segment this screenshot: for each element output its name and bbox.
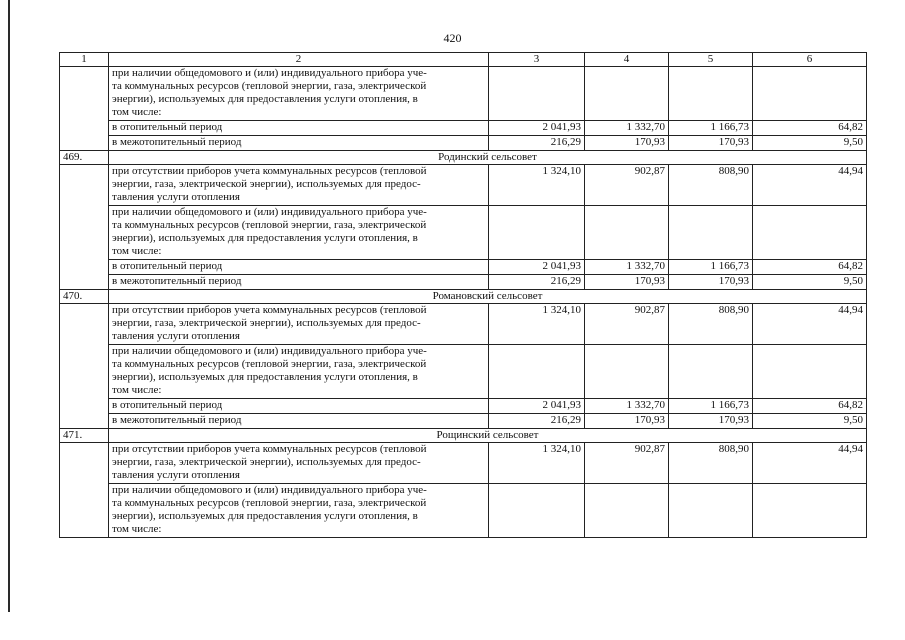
table-row — [60, 484, 867, 538]
table-row — [60, 414, 867, 429]
value-cell-6 — [753, 206, 867, 260]
value-cell-4: 1 332,70 — [585, 260, 669, 275]
number-cell — [60, 67, 109, 151]
description-cell: при наличии общедомового и (или) индивидуального прибора уче- та коммунальных ресурсов (тепловой энергии, газа, электрической энергии), используемых для предоставления услуги отопления, в том числе: — [109, 345, 489, 399]
table-row — [60, 206, 867, 260]
value-cell-5: 808,90 — [669, 304, 753, 345]
description-cell: в межотопительный период — [109, 414, 489, 429]
section-number: 471. — [60, 429, 109, 443]
value-cell-6 — [753, 345, 867, 399]
page-margin-line — [8, 0, 10, 612]
header-col-3: 3 — [489, 53, 585, 67]
table-body — [60, 53, 867, 538]
value-cell-6: 64,82 — [753, 399, 867, 414]
tariff-table — [59, 52, 867, 538]
description-cell: при наличии общедомового и (или) индивидуального прибора уче- та коммунальных ресурсов (тепловой энергии, газа, электрической энергии), используемых для предоставления услуги отопления, в том числе: — [109, 67, 489, 121]
value-cell-3 — [489, 345, 585, 399]
value-cell-4: 902,87 — [585, 304, 669, 345]
value-cell-3: 216,29 — [489, 136, 585, 151]
header-col-2: 2 — [109, 53, 489, 67]
value-cell-4: 170,93 — [585, 136, 669, 151]
table-row — [60, 443, 867, 484]
value-cell-5: 808,90 — [669, 165, 753, 206]
value-cell-5: 1 166,73 — [669, 260, 753, 275]
value-cell-5: 1 166,73 — [669, 399, 753, 414]
value-cell-3: 1 324,10 — [489, 304, 585, 345]
value-cell-3 — [489, 484, 585, 538]
description-cell: при отсутствии приборов учета коммунальных ресурсов (тепловой энергии, газа, электрической энергии), используемых для предос- тавления услуги отопления — [109, 443, 489, 484]
table-row — [60, 136, 867, 151]
value-cell-5: 170,93 — [669, 136, 753, 151]
value-cell-6: 44,94 — [753, 443, 867, 484]
value-cell-5 — [669, 345, 753, 399]
value-cell-6: 9,50 — [753, 275, 867, 290]
table-row — [60, 121, 867, 136]
value-cell-4 — [585, 67, 669, 121]
header-row — [60, 53, 867, 67]
table-row — [60, 345, 867, 399]
value-cell-3: 2 041,93 — [489, 399, 585, 414]
section-title: Романовский сельсовет — [109, 290, 867, 304]
value-cell-4: 902,87 — [585, 443, 669, 484]
table-row — [60, 165, 867, 206]
description-cell: в межотопительный период — [109, 275, 489, 290]
description-cell: при наличии общедомового и (или) индивидуального прибора уче- та коммунальных ресурсов (тепловой энергии, газа, электрической энергии), используемых для предоставления услуги отопления, в том числе: — [109, 484, 489, 538]
value-cell-3: 2 041,93 — [489, 260, 585, 275]
value-cell-4: 170,93 — [585, 414, 669, 429]
value-cell-3: 216,29 — [489, 275, 585, 290]
value-cell-6 — [753, 484, 867, 538]
value-cell-6 — [753, 67, 867, 121]
value-cell-3 — [489, 206, 585, 260]
value-cell-5: 170,93 — [669, 414, 753, 429]
section-number: 470. — [60, 290, 109, 304]
value-cell-6: 64,82 — [753, 121, 867, 136]
value-cell-3: 1 324,10 — [489, 443, 585, 484]
value-cell-4: 902,87 — [585, 165, 669, 206]
description-cell: при наличии общедомового и (или) индивидуального прибора уче- та коммунальных ресурсов (тепловой энергии, газа, электрической энергии), используемых для предоставления услуги отопления, в том числе: — [109, 206, 489, 260]
description-cell: в отопительный период — [109, 399, 489, 414]
value-cell-5 — [669, 67, 753, 121]
section-row — [60, 151, 867, 165]
value-cell-4 — [585, 484, 669, 538]
value-cell-3 — [489, 67, 585, 121]
header-col-5: 5 — [669, 53, 753, 67]
value-cell-6: 9,50 — [753, 136, 867, 151]
value-cell-5: 1 166,73 — [669, 121, 753, 136]
value-cell-6: 44,94 — [753, 165, 867, 206]
header-col-4: 4 — [585, 53, 669, 67]
value-cell-4: 1 332,70 — [585, 399, 669, 414]
description-cell: при отсутствии приборов учета коммунальных ресурсов (тепловой энергии, газа, электрической энергии), используемых для предос- тавления услуги отопления — [109, 304, 489, 345]
value-cell-3: 2 041,93 — [489, 121, 585, 136]
page-number: 420 — [443, 31, 462, 45]
number-cell — [60, 165, 109, 290]
description-cell: в межотопительный период — [109, 136, 489, 151]
value-cell-5 — [669, 206, 753, 260]
value-cell-5 — [669, 484, 753, 538]
value-cell-6: 9,50 — [753, 414, 867, 429]
value-cell-5: 808,90 — [669, 443, 753, 484]
value-cell-3: 216,29 — [489, 414, 585, 429]
value-cell-4: 1 332,70 — [585, 121, 669, 136]
value-cell-4 — [585, 345, 669, 399]
header-col-6: 6 — [753, 53, 867, 67]
table-row — [60, 275, 867, 290]
section-row — [60, 290, 867, 304]
section-row — [60, 429, 867, 443]
description-cell: в отопительный период — [109, 260, 489, 275]
value-cell-5: 170,93 — [669, 275, 753, 290]
value-cell-4: 170,93 — [585, 275, 669, 290]
number-cell — [60, 443, 109, 538]
section-title: Рощинский сельсовет — [109, 429, 867, 443]
value-cell-4 — [585, 206, 669, 260]
value-cell-6: 44,94 — [753, 304, 867, 345]
table-row — [60, 260, 867, 275]
table-row — [60, 399, 867, 414]
header-col-1: 1 — [60, 53, 109, 67]
description-cell: при отсутствии приборов учета коммунальных ресурсов (тепловой энергии, газа, электрической энергии), используемых для предос- тавления услуги отопления — [109, 165, 489, 206]
value-cell-6: 64,82 — [753, 260, 867, 275]
number-cell — [60, 304, 109, 429]
value-cell-3: 1 324,10 — [489, 165, 585, 206]
table-row — [60, 304, 867, 345]
table-row — [60, 67, 867, 121]
section-number: 469. — [60, 151, 109, 165]
description-cell: в отопительный период — [109, 121, 489, 136]
section-title: Родинский сельсовет — [109, 151, 867, 165]
